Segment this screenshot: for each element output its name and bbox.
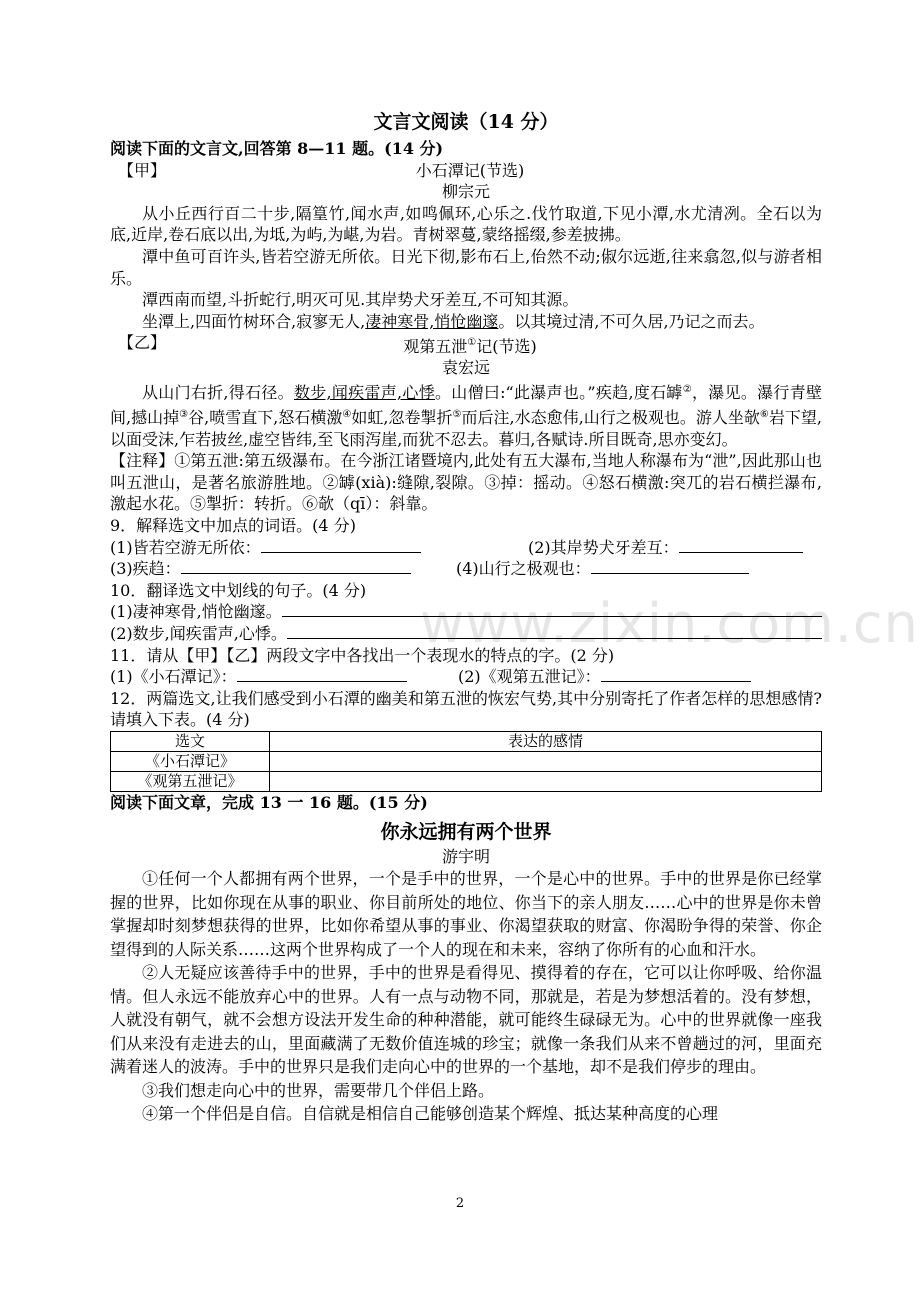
table-answer-cell[interactable] [270, 752, 822, 772]
answer-blank[interactable] [237, 666, 407, 682]
footnote-mark: ③ [179, 408, 189, 420]
passage-paragraph: 从小丘西行百二十步,隔篁竹,闻水声,如鸣佩环,心乐之.伐竹取道,下见小潭,水尤清冽。全石以为底,近岸,卷石底以出,为坻,为屿,为嵁,为岩。青树翠蔓,蒙络摇缀,参差披拂。 [110, 203, 822, 245]
answer-table [110, 731, 822, 792]
passage-yi-header: 【乙】 观第五泄①记(节选) [110, 332, 822, 357]
answer-blank[interactable] [601, 666, 751, 682]
passage-paragraph [110, 311, 822, 333]
table-cell: 《观第五泄记》 [111, 772, 270, 792]
table-cell: 《小石潭记》 [111, 752, 270, 772]
article-author: 游宇明 [441, 846, 490, 866]
question-9-row [110, 537, 822, 559]
annotation-note: 【注释】①第五泄:第五级瀑布。在今浙江诸暨境内,此处有五大瀑布,当地人称瀑布为“泄”,因此那山也叫五泄山，是著名旅游胜地。②罅(xià):缝隙,裂隙。③掉：摇动。④怒石横激:突兀的岩石横拦瀑布,激起水花。⑤掣折：转折。⑥欹（qī）：斜靠。 [110, 451, 822, 514]
footnote-mark: ② [682, 383, 692, 395]
answer-line [528, 537, 803, 559]
answer-blank[interactable] [181, 558, 411, 574]
table-header-cell: 表达的感情 [270, 732, 822, 752]
passage-paragraph [110, 379, 822, 450]
article-paragraph: ③我们想走向心中的世界，需要带几个伴侣上路。 [142, 1080, 495, 1100]
watermark: www.zixin.com.cn [420, 592, 919, 655]
answer-label: (2)数步,闻疾雷声,心悸。 [110, 624, 287, 644]
answer-label: (1)凄神寒骨,悄怆幽邃。 [110, 602, 282, 622]
question-9-row [110, 558, 822, 580]
answer-blank[interactable] [287, 623, 822, 639]
article-title: 你永远拥有两个世界 [380, 820, 552, 843]
section-title: 文言文阅读（14 分） [373, 111, 559, 133]
text-span: 。山僧曰:“此瀑声也。”疾趋,度石罅 [435, 383, 683, 403]
article-paragraph: ②人无疑应该善待手中的世界，手中的世界是看得见、摸得着的存在，它可以让你呼吸、给你温情。但人永远不能放弃心中的世界。人有一点与动物不同，那就是，若是为梦想活着的。没有梦想，人就没有朝气，就不会想方设法开发生命的种种潜能，就可能终生碌碌无为。心中的世界就像一座我们从来没有走进去的山，里面藏满了无数价值连城的珍宝；就像一条我们从来不曾趟过的河，里面充满着迷人的波涛。手中的世界只是我们走向心中的世界的一个基地，却不是我们停步的理由。 [110, 963, 822, 1077]
answer-line [458, 666, 751, 688]
passage-title [118, 332, 822, 357]
text-span: 如虹,忽卷掣折 [351, 408, 453, 428]
footnote-mark: ⑥ [759, 408, 769, 420]
article-paragraph: ①任何一个人都拥有两个世界，一个是手中的世界，一个是心中的世界。手中的世界是你已经掌握的世界，比如你现在从事的职业、你目前所处的地位、你当下的亲人朋友……心中的世界是你未曾掌握却时刻梦想获得的世界，比如你希望从事的事业、你渴望获取的财富、你渴盼争得的荣誉、你企望得到的人际关系……这两个世界构成了一个人的现在和未来，容纳了你所有的心血和汗水。 [110, 869, 822, 959]
table-header-row [111, 732, 822, 752]
document-page [110, 110, 822, 1126]
question-12-stem: 12．两篇选文,让我们感受到小石潭的幽美和第五泄的恢宏气势,其中分别寄托了作者怎样的思想感情?请填入下表。(4 分) [110, 688, 822, 730]
answer-label: (2)《观第五泄记》： [458, 667, 601, 687]
page-number: 2 [455, 1196, 465, 1211]
text-span: ，瀑见。瀑行青壁间,撼山掉 [110, 383, 822, 428]
answer-line [456, 558, 749, 580]
answer-label: (2)其岸势犬牙差互： [528, 537, 679, 557]
text-span: 坐潭上,四面竹树环合,寂寥无人, [142, 311, 366, 331]
table-row [111, 752, 822, 772]
text-span: 岩下望,以面受沫,乍若披丝,虚空皆纬,至飞雨泻崖,而犹不忍去。暮归,各赋诗.所目既奇,思亦变幻。 [110, 408, 823, 449]
footnote-mark: ① [467, 337, 477, 349]
answer-label: (3)疾趋： [110, 559, 181, 579]
answer-label: (1)皆若空游无所依： [110, 537, 261, 557]
passage-author: 袁宏远 [441, 358, 490, 378]
text-span: 观第五泄 [403, 336, 468, 356]
table-header-cell: 选文 [111, 732, 270, 752]
answer-blank[interactable] [679, 537, 803, 553]
answer-line [110, 537, 528, 559]
passage-jia-header: 【甲】 小石潭记(节选) [110, 160, 822, 182]
footnote-mark: ⑤ [452, 408, 462, 420]
passage-paragraph: 潭西南而望,斗折蛇行,明灭可见.其岸势犬牙差互,不可知其源。 [142, 290, 579, 310]
text-span: 记(节选) [476, 336, 537, 356]
answer-blank[interactable] [261, 537, 421, 553]
article-paragraph: ④第一个伴侣是自信。自信就是相信自己能够创造某个辉煌、抵达某种高度的心理 [142, 1104, 719, 1124]
answer-line [110, 666, 458, 688]
passage-title: 小石潭记(节选) [415, 160, 525, 180]
footnote-mark: ④ [342, 408, 352, 420]
table-row [111, 772, 822, 792]
answer-label: (4)山行之极观也： [456, 559, 591, 579]
question-11-stem: 11．请从【甲】【乙】两段文字中各找出一个表现水的特点的字。(2 分) [110, 645, 615, 665]
section-instruction: 阅读下面文章，完成 13 一 16 题。(15 分) [110, 793, 428, 813]
answer-label: (1)《小石潭记》： [110, 667, 237, 687]
question-11-row [110, 666, 822, 688]
passage-paragraph: 潭中鱼可百许头,皆若空游无所依。日光下彻,影布石上,佁然不动;俶尔远逝,往来翕忽,似与游者相乐。 [110, 246, 822, 288]
answer-line [110, 623, 822, 645]
answer-blank[interactable] [282, 601, 822, 617]
passage-author: 柳宗元 [441, 182, 490, 202]
section-instruction: 阅读下面的文言文,回答第 8—11 题。(14 分) [110, 139, 444, 158]
answer-blank[interactable] [591, 558, 749, 574]
question-10-stem: 10．翻译选文中划线的句子。(4 分) [110, 580, 367, 600]
text-span: 而后注,水态愈伟,山行之极观也。游人坐欹 [461, 408, 760, 428]
answer-line [110, 601, 822, 623]
question-9-stem: 9．解释选文中加点的词语。(4 分) [110, 516, 356, 536]
text-span: 。以其境过清,不可久居,乃记之而去。 [498, 311, 765, 331]
underlined-sentence: 数步,闻疾雷声,心悸 [293, 383, 435, 403]
table-answer-cell[interactable] [270, 772, 822, 792]
answer-line [110, 558, 456, 580]
underlined-sentence: 凄神寒骨,悄怆幽邃 [365, 311, 499, 331]
text-span: 谷,喷雪直下,怒石横激 [188, 408, 343, 428]
text-span: 从山门右折,得石径。 [142, 383, 294, 403]
